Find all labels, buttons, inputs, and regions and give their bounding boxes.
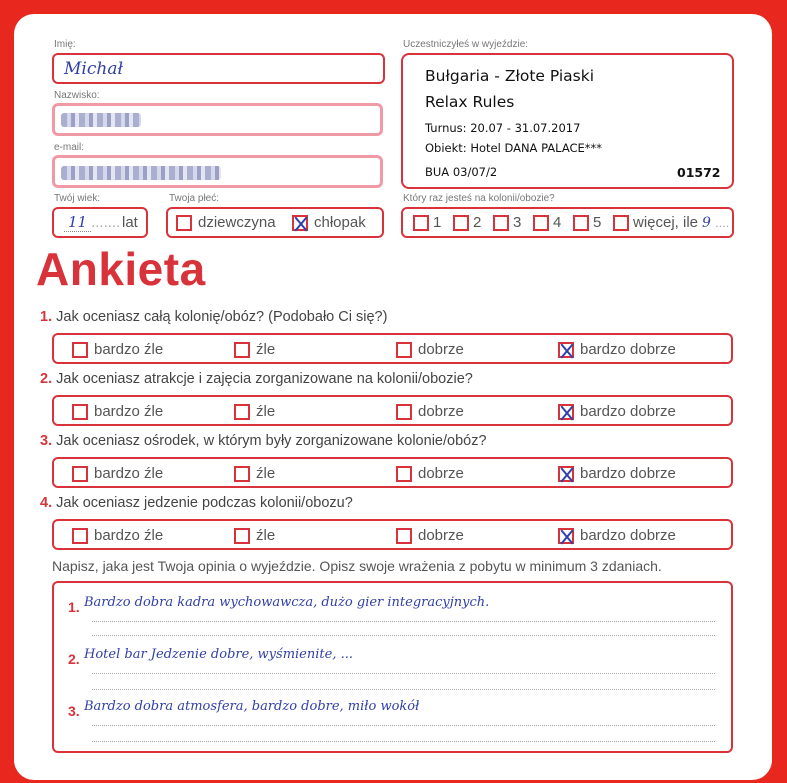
writing-line: [92, 621, 715, 622]
checkbox[interactable]: [72, 404, 88, 420]
option-zle[interactable]: [234, 403, 275, 420]
times-option-more[interactable]: więcej, ile 9 ....: [613, 214, 729, 231]
answer-row-2: [52, 395, 733, 426]
checkbox[interactable]: [396, 342, 412, 358]
option-label: dobrze: [418, 527, 464, 544]
checkbox[interactable]: [72, 528, 88, 544]
trip-number: 01572: [677, 165, 721, 180]
trip-program: Relax Rules: [425, 93, 515, 111]
checkbox-checked[interactable]: [558, 404, 574, 420]
option-label: źle: [256, 341, 276, 358]
question-text: Jak oceniasz jedzenie podczas kolonii/obozu?: [56, 495, 353, 511]
answer-number: 2.: [68, 651, 80, 667]
option-bardzo-dobrze[interactable]: [558, 465, 676, 482]
option-bardzo-zle[interactable]: [72, 403, 163, 420]
option-dobrze[interactable]: [396, 403, 464, 420]
age-dots: 11 .......: [64, 213, 120, 231]
option-label: bardzo źle: [94, 341, 164, 358]
opinion-prompt: Napisz, jaka jest Twoja opinia o wyjeździe. Opisz swoje wrażenia z pobytu w minimum 3 zdaniach.: [52, 558, 662, 574]
age-unit: lat: [122, 214, 138, 231]
option-dobrze[interactable]: [396, 465, 464, 482]
option-zle[interactable]: [234, 465, 275, 482]
age-value: 11: [64, 213, 91, 232]
option-label: bardzo dobrze: [580, 527, 676, 544]
option-label: źle: [256, 527, 276, 544]
email-redacted: [61, 166, 221, 180]
times-option-2[interactable]: [453, 214, 481, 231]
opinion-box[interactable]: [52, 581, 733, 753]
option-label: 2: [473, 214, 482, 231]
option-label: bardzo źle: [94, 403, 164, 420]
writing-line: [92, 635, 715, 636]
gender-option-girl[interactable]: [176, 214, 276, 231]
question-1: [40, 309, 387, 325]
question-number: 1.: [40, 309, 53, 325]
option-label: 1: [433, 214, 442, 231]
option-label: źle: [256, 465, 276, 482]
checkbox-checked[interactable]: [558, 528, 574, 544]
times-option-5[interactable]: [573, 214, 601, 231]
option-label: bardzo dobrze: [580, 341, 676, 358]
trip-label: Uczestniczyłeś w wyjeździe:: [403, 39, 529, 50]
answer-row-1: [52, 333, 733, 364]
answer-2-text: Hotel bar Jedzenie dobre, wyśmienite, ...: [84, 647, 353, 662]
checkbox[interactable]: [234, 528, 250, 544]
checkbox[interactable]: [234, 466, 250, 482]
writing-line: [92, 673, 715, 674]
option-dobrze[interactable]: [396, 527, 464, 544]
checkbox[interactable]: [493, 215, 509, 231]
surname-redacted: [61, 113, 141, 127]
question-text: Jak oceniasz ośrodek, w którym były zorganizowane kolonie/obóz?: [56, 433, 487, 449]
times-more-value: 9: [702, 214, 711, 231]
age-label: Twój wiek:: [54, 193, 101, 204]
question-number: 4.: [40, 495, 53, 511]
times-option-1[interactable]: [413, 214, 441, 231]
survey-title: Ankieta: [36, 243, 206, 295]
trip-destination: Bułgaria - Złote Piaski: [425, 67, 595, 85]
age-field[interactable]: [52, 207, 148, 238]
option-label: więcej, ile: [633, 214, 699, 231]
checkbox-checked[interactable]: [558, 466, 574, 482]
checkbox[interactable]: [453, 215, 469, 231]
checkbox-checked[interactable]: [292, 215, 308, 231]
option-dobrze[interactable]: [396, 341, 464, 358]
answer-row-4: [52, 519, 733, 550]
checkbox[interactable]: [234, 342, 250, 358]
times-label: Który raz jesteś na kolonii/obozie?: [403, 193, 555, 204]
trip-code: BUA 03/07/2: [425, 165, 498, 179]
writing-line: [92, 689, 715, 690]
option-bardzo-zle[interactable]: [72, 465, 163, 482]
trip-turnus: Turnus: 20.07 - 31.07.2017: [425, 121, 581, 135]
option-label: chłopak: [314, 214, 366, 231]
checkbox[interactable]: [396, 404, 412, 420]
checkbox[interactable]: [396, 466, 412, 482]
option-label: bardzo źle: [94, 527, 164, 544]
checkbox[interactable]: [72, 342, 88, 358]
gender-label: Twoja płeć:: [169, 193, 220, 204]
times-option-4[interactable]: [533, 214, 561, 231]
answer-number: 1.: [68, 599, 80, 615]
option-bardzo-dobrze[interactable]: [558, 527, 676, 544]
option-label: dobrze: [418, 341, 464, 358]
question-number: 2.: [40, 371, 53, 387]
option-label: źle: [256, 403, 276, 420]
checkbox[interactable]: [396, 528, 412, 544]
option-label: bardzo dobrze: [580, 465, 676, 482]
question-text: Jak oceniasz całą kolonię/obóz? (Podobało Ci się?): [56, 309, 388, 325]
checkbox[interactable]: [176, 215, 192, 231]
option-label: 5: [593, 214, 602, 231]
answer-1-text: Bardzo dobra kadra wychowawcza, dużo gier integracyjnych.: [84, 595, 490, 610]
checkbox[interactable]: [533, 215, 549, 231]
answer-number: 3.: [68, 703, 80, 719]
option-label: bardzo dobrze: [580, 403, 676, 420]
trip-obiekt: Obiekt: Hotel DANA PALACE***: [425, 141, 603, 155]
checkbox[interactable]: [234, 404, 250, 420]
option-zle[interactable]: [234, 341, 275, 358]
question-number: 3.: [40, 433, 53, 449]
option-label: 3: [513, 214, 522, 231]
name-label: Imię:: [54, 39, 76, 50]
email-field[interactable]: [52, 155, 383, 188]
option-zle[interactable]: [234, 527, 275, 544]
writing-line: [92, 741, 715, 742]
checkbox[interactable]: [573, 215, 589, 231]
answer-3-text: Bardzo dobra atmosfera, bardzo dobre, miło wokół: [84, 699, 420, 714]
email-label: e-mail:: [54, 142, 85, 153]
checkbox[interactable]: [413, 215, 429, 231]
gender-field: [166, 207, 384, 238]
option-bardzo-dobrze[interactable]: [558, 341, 676, 358]
question-text: Jak oceniasz atrakcje i zajęcia zorganizowane na kolonii/obozie?: [56, 371, 473, 387]
times-option-3[interactable]: [493, 214, 521, 231]
writing-line: [92, 725, 715, 726]
answer-row-3: [52, 457, 733, 488]
question-4: [40, 495, 353, 511]
option-bardzo-zle[interactable]: [72, 527, 163, 544]
question-2: [40, 371, 473, 387]
option-label: dobrze: [418, 465, 464, 482]
trip-box: [401, 53, 734, 189]
option-bardzo-zle[interactable]: [72, 341, 163, 358]
times-field: [401, 207, 734, 238]
option-label: dobrze: [418, 403, 464, 420]
surname-label: Nazwisko:: [54, 90, 100, 101]
checkbox-checked[interactable]: [558, 342, 574, 358]
checkbox[interactable]: [613, 215, 629, 231]
question-3: [40, 433, 487, 449]
option-label: 4: [553, 214, 562, 231]
option-label: dziewczyna: [198, 214, 276, 231]
name-value: Michał: [64, 59, 123, 79]
name-field[interactable]: [52, 53, 385, 84]
surname-field[interactable]: [52, 103, 383, 136]
option-bardzo-dobrze[interactable]: [558, 403, 676, 420]
checkbox[interactable]: [72, 466, 88, 482]
gender-option-boy[interactable]: [292, 214, 366, 231]
option-label: bardzo źle: [94, 465, 164, 482]
